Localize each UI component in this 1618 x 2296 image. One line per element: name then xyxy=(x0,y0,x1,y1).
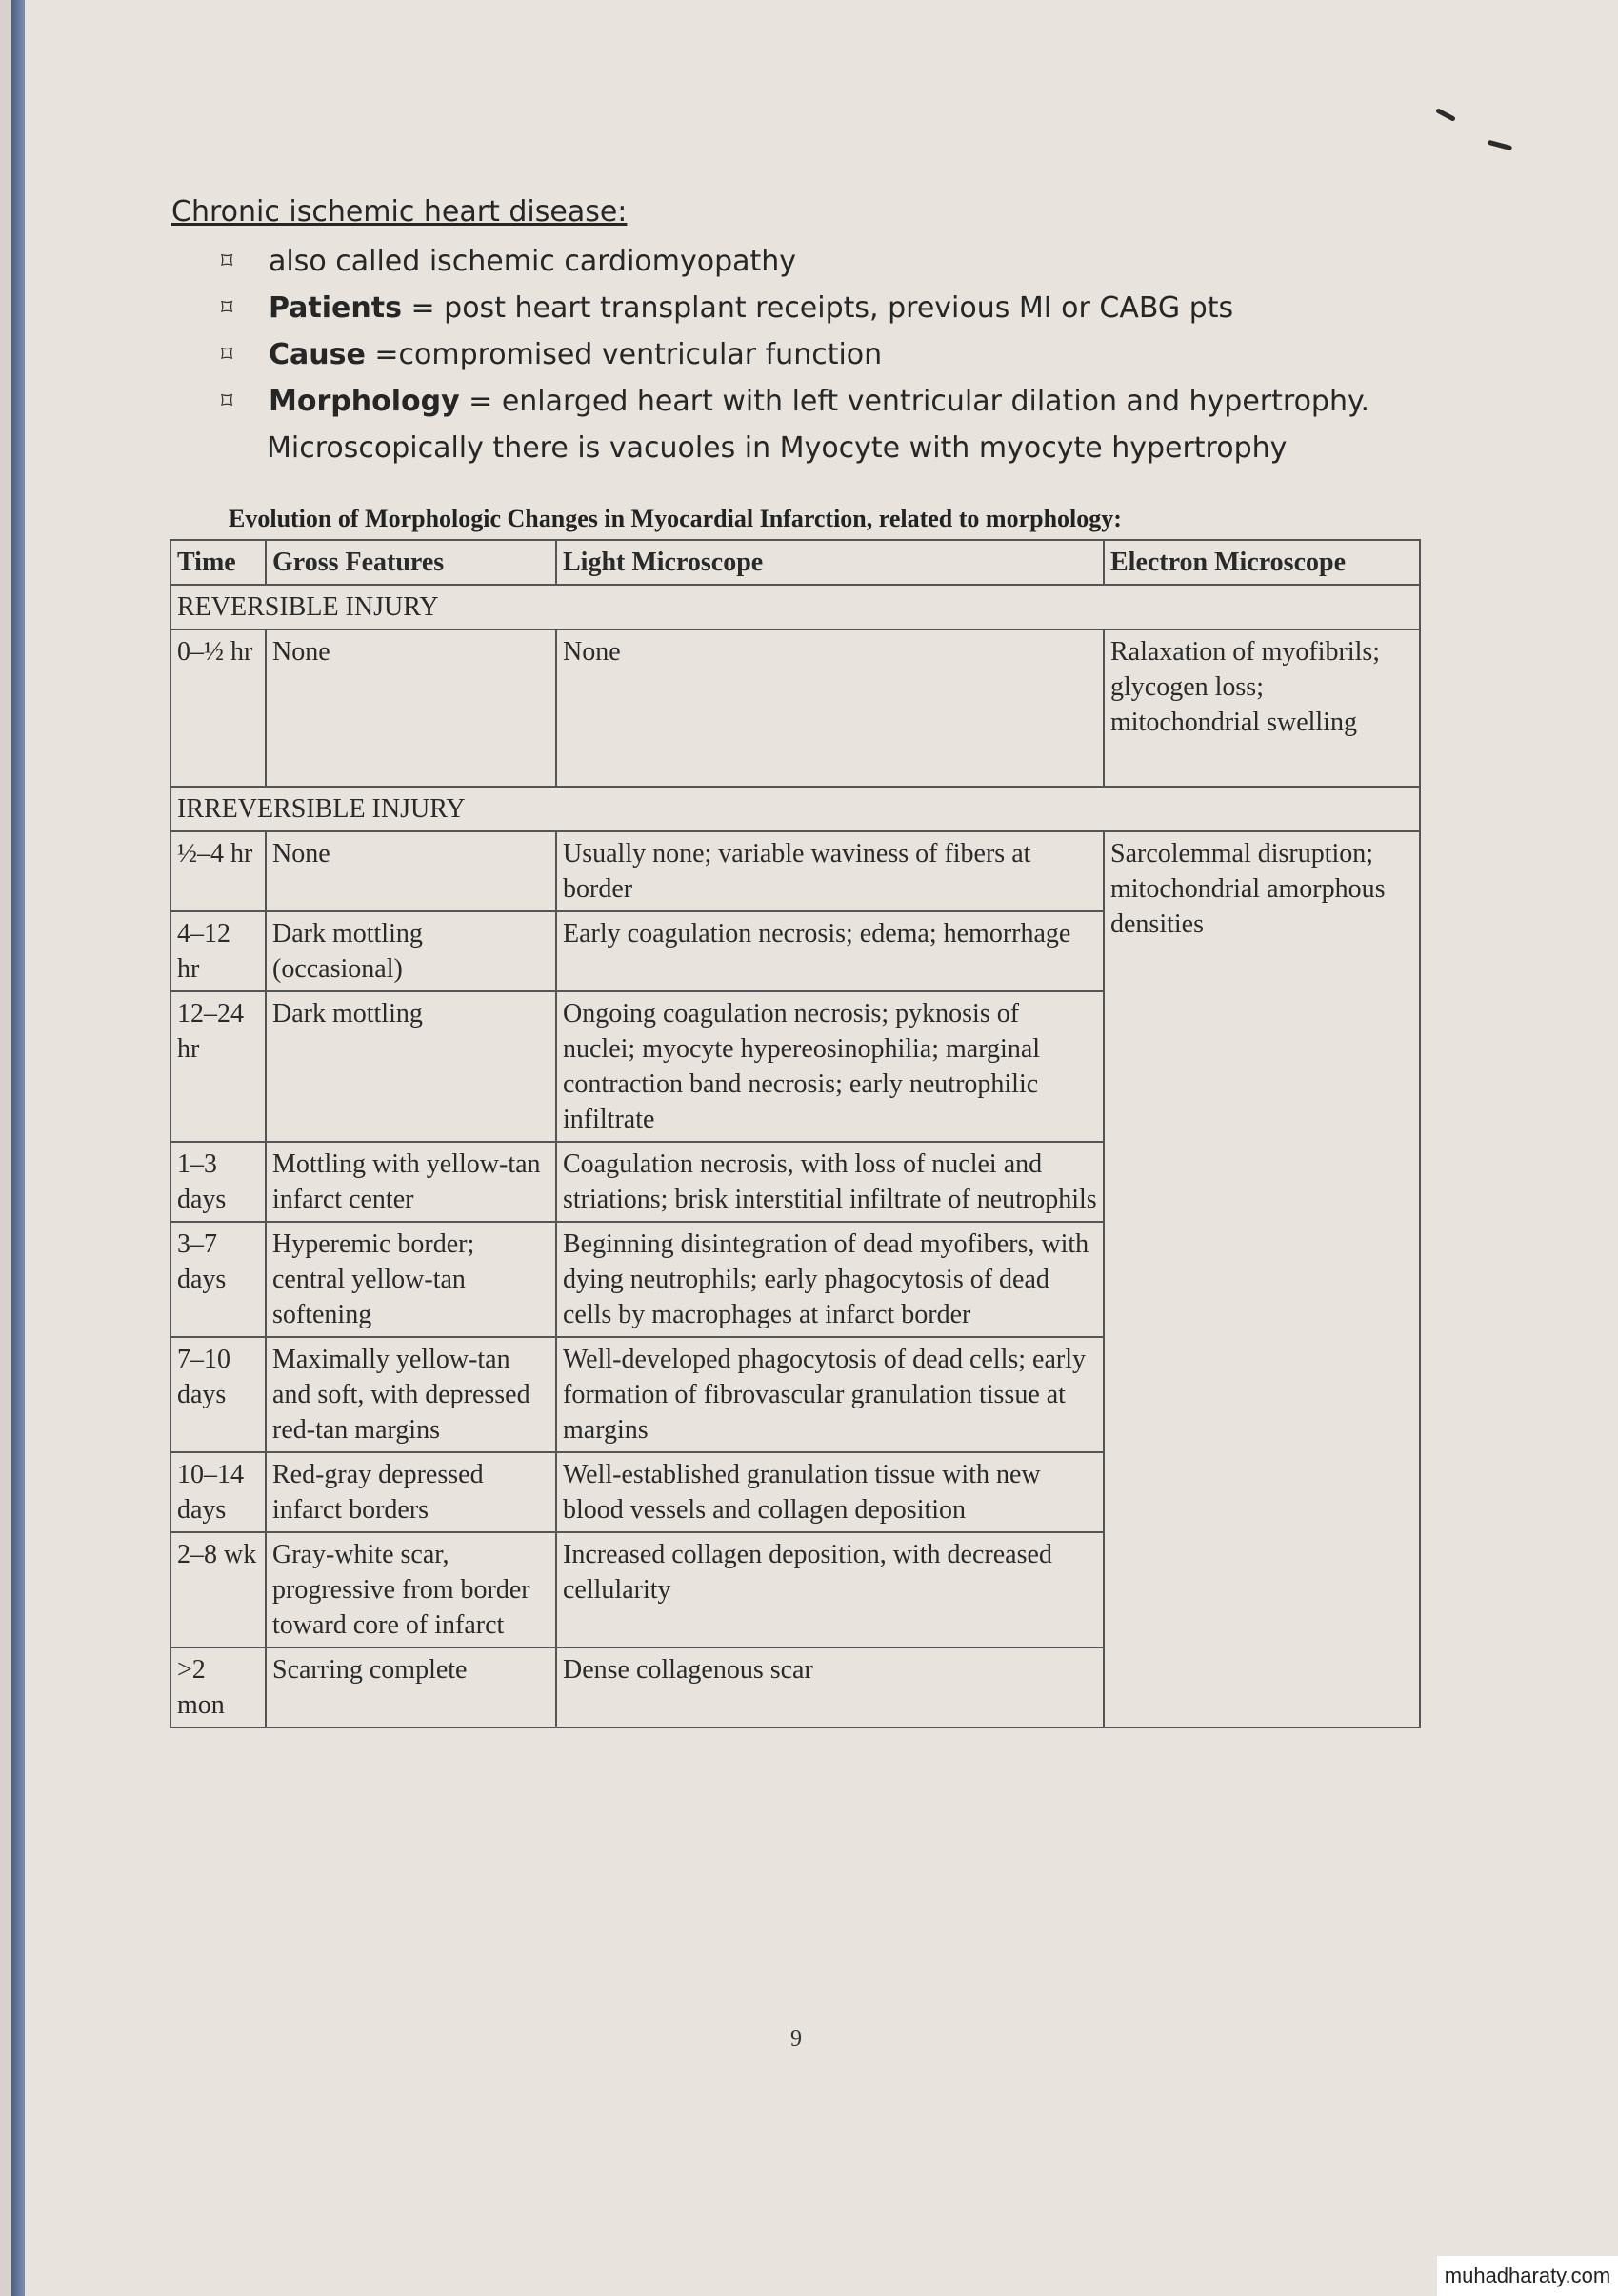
header-time: Time xyxy=(170,540,266,585)
time-cell: 10–14 days xyxy=(170,1452,266,1532)
light-cell: Well-established granulation tissue with new blood vessels and collagen deposition xyxy=(556,1452,1104,1532)
bullet-icon: ⌑ xyxy=(221,388,233,414)
section-heading: Chronic ischemic heart disease: xyxy=(171,195,628,229)
gross-cell: None xyxy=(266,629,556,787)
page-number: 9 xyxy=(790,2026,802,2051)
electron-cell: Ralaxation of myofibrils; glycogen loss; mitochondrial swelling xyxy=(1104,629,1420,787)
pen-mark xyxy=(1488,140,1512,151)
time-cell: 4–12 hr xyxy=(170,911,266,991)
gross-cell: Scarring complete xyxy=(266,1647,556,1727)
time-cell: 1–3 days xyxy=(170,1142,266,1222)
gross-cell: Maximally yellow-tan and soft, with depressed red-tan margins xyxy=(266,1337,556,1452)
watermark: muhadharaty.com xyxy=(1437,2256,1618,2296)
list-item: ⌑ Cause =compromised ventricular function xyxy=(171,331,1409,378)
gross-cell: Gray-white scar, progressive from border toward core of infarct xyxy=(266,1532,556,1647)
light-cell: Dense collagenous scar xyxy=(556,1647,1104,1727)
time-cell: 0–½ hr xyxy=(170,629,266,787)
gross-cell: Hyperemic border; central yellow-tan softening xyxy=(266,1222,556,1337)
list-item: ⌑ also called ischemic cardiomyopathy xyxy=(171,238,1409,285)
light-cell: Increased collagen deposition, with decreased cellularity xyxy=(556,1532,1104,1647)
list-item-continuation: Microscopically there is vacuoles in Myocyte with myocyte hypertrophy xyxy=(267,431,1288,465)
light-cell: None xyxy=(556,629,1104,787)
time-cell: >2 mon xyxy=(170,1647,266,1727)
bullet-list xyxy=(171,238,1409,471)
light-cell: Well-developed phagocytosis of dead cells; early formation of fibrovascular granulation tissue at margins xyxy=(556,1337,1104,1452)
time-cell: 3–7 days xyxy=(170,1222,266,1337)
mi-evolution-table xyxy=(170,539,1421,1728)
header-light: Light Microscope xyxy=(556,540,1104,585)
irreversible-label: IRREVERSIBLE INJURY xyxy=(170,787,1420,831)
gross-cell: Red-gray depressed infarct borders xyxy=(266,1452,556,1532)
light-cell: Usually none; variable waviness of fibers at border xyxy=(556,831,1104,911)
bullet-icon: ⌑ xyxy=(221,248,233,274)
time-cell: ½–4 hr xyxy=(170,831,266,911)
irreversible-section-row xyxy=(170,787,1420,831)
light-cell: Early coagulation necrosis; edema; hemorrhage xyxy=(556,911,1104,991)
table-row xyxy=(170,831,1420,911)
gross-cell: Dark mottling (occasional) xyxy=(266,911,556,991)
light-cell: Beginning disintegration of dead myofibers, with dying neutrophils; early phagocytosis of dead cells by macrophages at infarct border xyxy=(556,1222,1104,1337)
list-item: ⌑ Morphology = enlarged heart with left ventricular dilation and hypertrophy. xyxy=(171,378,1409,425)
bullet-icon: ⌑ xyxy=(221,294,233,321)
light-cell: Coagulation necrosis, with loss of nuclei and striations; brisk interstitial infiltrate of neutrophils xyxy=(556,1142,1104,1222)
header-gross: Gross Features xyxy=(266,540,556,585)
time-cell: 2–8 wk xyxy=(170,1532,266,1647)
light-cell: Ongoing coagulation necrosis; pyknosis of nuclei; myocyte hypereosinophilia; marginal contraction band necrosis; early neutrophilic infiltrate xyxy=(556,991,1104,1142)
chronic-ihd-section xyxy=(171,195,1409,471)
table-header-row xyxy=(170,540,1420,585)
gross-cell: None xyxy=(266,831,556,911)
pen-mark xyxy=(1435,108,1456,122)
time-cell: 12–24 hr xyxy=(170,991,266,1142)
reversible-section-row xyxy=(170,585,1420,629)
header-electron: Electron Microscope xyxy=(1104,540,1420,585)
gross-cell: Mottling with yellow-tan infarct center xyxy=(266,1142,556,1222)
bullet-icon: ⌑ xyxy=(221,341,233,368)
page-edge xyxy=(11,0,25,2296)
electron-cell-irreversible: Sarcolemmal disruption; mitochondrial amorphous densities xyxy=(1104,831,1420,1727)
list-item: ⌑ Patients = post heart transplant receipts, previous MI or CABG pts xyxy=(171,285,1409,331)
gross-cell: Dark mottling xyxy=(266,991,556,1142)
table-caption: Evolution of Morphologic Changes in Myocardial Infarction, related to morphology: xyxy=(229,505,1122,532)
reversible-label: REVERSIBLE INJURY xyxy=(170,585,1420,629)
table-row xyxy=(170,629,1420,787)
time-cell: 7–10 days xyxy=(170,1337,266,1452)
